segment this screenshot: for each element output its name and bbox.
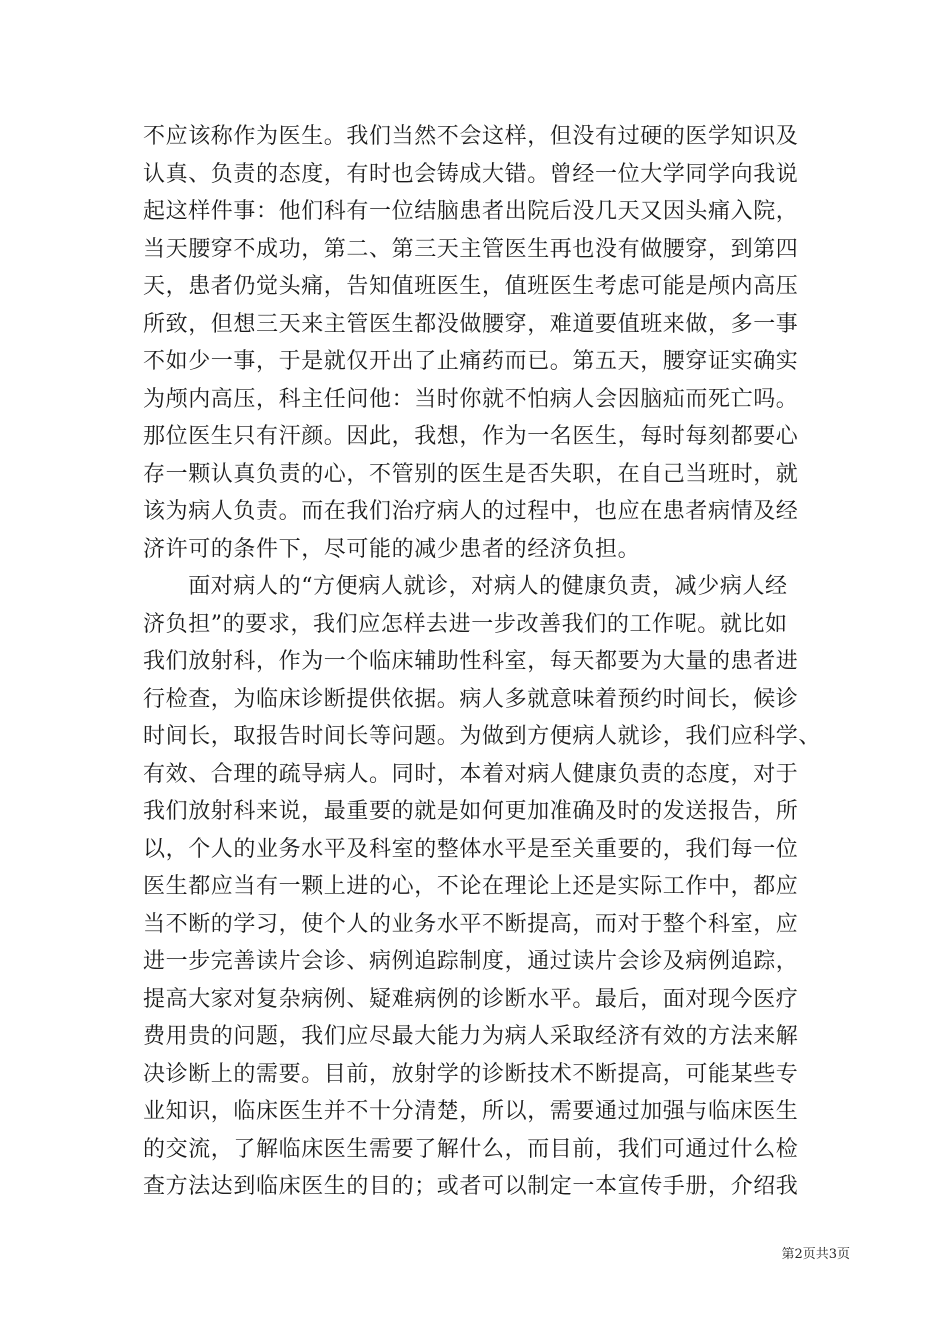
text-line: 认真、负责的态度，有时也会铸成大错。曾经一位大学同学向我说 bbox=[143, 161, 799, 187]
text-line: 所致，但想三天来主管医生都没做腰穿，难道要值班来做，多一事 bbox=[143, 311, 799, 337]
text-line: 存一颗认真负责的心，不管别的医生是否失职，在自己当班时，就 bbox=[143, 461, 799, 487]
text-line: 济负担”的要求，我们应怎样去进一步改善我们的工作呢。就比如 bbox=[143, 611, 788, 637]
text-line: 当不断的学习，使个人的业务水平不断提高，而对于整个科室，应 bbox=[143, 911, 799, 937]
text-line: 天，患者仍觉头痛，告知值班医生，值班医生考虑可能是颅内高压 bbox=[143, 274, 799, 299]
page-footer: 第2页共3页 bbox=[781, 1247, 850, 1262]
text-line: 济许可的条件下，尽可能的减少患者的经济负担。 bbox=[143, 536, 641, 562]
text-line: 提高大家对复杂病例、疑难病例的诊断水平。最后，面对现今医疗 bbox=[143, 986, 799, 1012]
text-line: 决诊断上的需要。目前，放射学的诊断技术不断提高，可能某些专 bbox=[143, 1061, 799, 1087]
text-line: 那位医生只有汗颜。因此，我想，作为一名医生，每时每刻都要心 bbox=[143, 424, 799, 449]
text-line: 不应该称作为医生。我们当然不会这样，但没有过硬的医学知识及 bbox=[143, 124, 799, 149]
text-line: 我们放射科来说，最重要的就是如何更加准确及时的发送报告，所 bbox=[143, 799, 799, 824]
text-line: 进一步完善读片会诊、病例追踪制度，通过读片会诊及病例追踪， bbox=[143, 949, 799, 974]
text-line: 费用贵的问题，我们应尽最大能力为病人采取经济有效的方法来解 bbox=[143, 1024, 799, 1049]
body-text bbox=[143, 118, 833, 1206]
text-line: 面对病人的“方便病人就诊，对病人的健康负责，减少病人经 bbox=[143, 574, 788, 599]
text-line: 当天腰穿不成功，第二、第三天主管医生再也没有做腰穿，到第四 bbox=[143, 236, 799, 262]
text-line: 起这样件事：他们科有一位结脑患者出院后没几天又因头痛入院， bbox=[143, 199, 799, 224]
text-line: 我们放射科，作为一个临床辅助性科室，每天都要为大量的患者进 bbox=[143, 649, 799, 674]
text-line: 的交流，了解临床医生需要了解什么，而目前，我们可通过什么检 bbox=[143, 1136, 799, 1162]
text-line: 业知识，临床医生并不十分清楚，所以，需要通过加强与临床医生 bbox=[143, 1099, 799, 1124]
text-line: 不如少一事，于是就仅开出了止痛药而已。第五天，腰穿证实确实 bbox=[143, 349, 799, 374]
text-line: 医生都应当有一颗上进的心，不论在理论上还是实际工作中，都应 bbox=[143, 874, 799, 899]
text-line: 有效、合理的疏导病人。同时，本着对病人健康负责的态度，对于 bbox=[143, 761, 799, 787]
text-line: 时间长，取报告时间长等问题。为做到方便病人就诊，我们应科学、 bbox=[143, 724, 822, 749]
text-line: 行检查，为临床诊断提供依据。病人多就意味着预约时间长，候诊 bbox=[143, 686, 799, 712]
text-line: 为颅内高压，科主任问他：当时你就不怕病人会因脑疝而死亡吗。 bbox=[143, 386, 799, 412]
text-line: 查方法达到临床医生的目的；或者可以制定一本宣传手册，介绍我 bbox=[143, 1174, 799, 1199]
text-line: 该为病人负责。而在我们治疗病人的过程中，也应在患者病情及经 bbox=[143, 499, 799, 524]
text-line: 以，个人的业务水平及科室的整体水平是至关重要的，我们每一位 bbox=[143, 836, 799, 862]
